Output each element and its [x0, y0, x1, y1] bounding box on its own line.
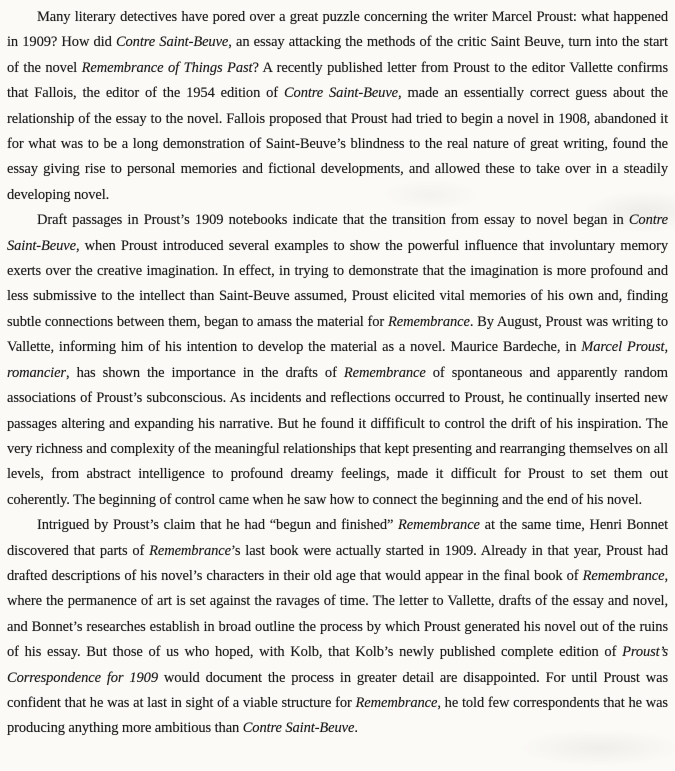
passage-text: , when Proust introduced several examples to show the powerful influence that involuntary memory exerts over the creative imagination. In effect, in trying to demonstrate that the imagination is more profound and less submissive to the intellect than Saint-Beuve assumed, Proust elicited vital memories of his own and, finding subtle connections between them, began to amass the material for	[7, 237, 668, 330]
passage-text: ? A recently published letter from Proust to the editor Vallette confirms that Fallois, the editor of the 1954 edition of	[7, 59, 668, 102]
italic-work-title: Contre Saint-Beuve	[283, 85, 398, 102]
passage-text: ’s last book were actually started in 1909. Already in that year, Proust had drafted descriptions of his novel’s characters in their old age that would appear in the final book of	[7, 542, 668, 584]
italic-work-title: Remembrance	[343, 364, 426, 381]
passage-text: , an essay attacking the methods of the critic Saint Beuve, turn into the start of the novel	[7, 34, 668, 76]
italic-work-title: Remembrance	[149, 542, 231, 559]
passage-text: , made an essentially correct guess about the relationship of the essay to the novel. Fallois proposed that Proust had tried to begin a novel in 1908, abandoned it for what was to be a long demonstration of Saint-Beuve’s blindness to the real nature of great writing, found the essay giving rise to personal memories and fictional developments, and allowed these to take over in a steadily developing novel.	[7, 85, 668, 203]
italic-work-title: Remembrance of Things Past	[81, 59, 253, 76]
italic-work-title: Proust’s Correspondence for 1909	[7, 644, 668, 686]
passage-paragraph-2	[7, 208, 668, 513]
italic-work-title: Remembrance	[582, 567, 665, 584]
italic-work-title: Remembrance	[355, 694, 438, 711]
passage-text: Many literary detectives have pored over a great puzzle concerning the writer Marcel Proust: what happened in 1909? How did	[7, 9, 668, 51]
passage-text: , has shown the importance in the drafts of	[65, 364, 344, 381]
passage-text: , he told few correspondents that he was producing anything more ambitious than	[7, 694, 668, 737]
passage-text: of spontaneous and apparently random associations of Proust’s subconscious. As incidents and reflections occurred to Proust, he continually inserted new passages altering and expanding his narrative. But he found it diffificult to control the drift of his inspiration. The very richness and complexity of the meaningful relationships that kept presenting and rearranging themselves on all levels, from abstract intelligence to profound dreamy feelings, made it difficult for Proust to set them out coherently. The beginning of control came when he saw how to connect the beginning and the end of his novel.	[7, 364, 668, 508]
passage-text: , where the permanence of art is set against the ravages of time. The letter to Vallette, drafts of the essay and novel, and Bonnet’s researches establish in broad outline the process by which Proust generated his novel out of the ruins of his essay. But those of us who hoped, with Kolb, that Kolb’s newly published complete edition of	[7, 567, 668, 661]
passage-text: would document the process in greater detail are disappointed. For until Proust was confident that he was at last in sight of a viable structure for	[7, 669, 668, 711]
passage-text: Draft passages in Proust’s 1909 notebooks indicate that the transition from essay to novel began in	[37, 212, 629, 229]
italic-work-title: Remembrance	[387, 313, 470, 330]
passage-text: Intrigued by Proust’s claim that he had “begun and finished”	[37, 517, 399, 534]
italic-work-title: Remembrance	[398, 517, 480, 534]
passage-text: .	[354, 720, 358, 737]
italic-work-title: Contre Saint-Beuve	[115, 34, 229, 51]
passage-text: . By August, Proust was writing to Vallette, informing him of his intention to develop the material as a novel. Maurice Bardeche, in	[7, 313, 668, 356]
passage-paragraph-1	[7, 5, 668, 208]
italic-work-title: Contre Saint-Beuve	[242, 720, 355, 737]
italic-work-title: Contre Saint-Beuve	[7, 212, 668, 254]
italic-work-title: Marcel Proust, romancier	[7, 339, 668, 381]
passage-paragraph-3	[7, 513, 668, 742]
passage-text: at the same time, Henri Bonnet discovered that parts of	[7, 517, 668, 559]
